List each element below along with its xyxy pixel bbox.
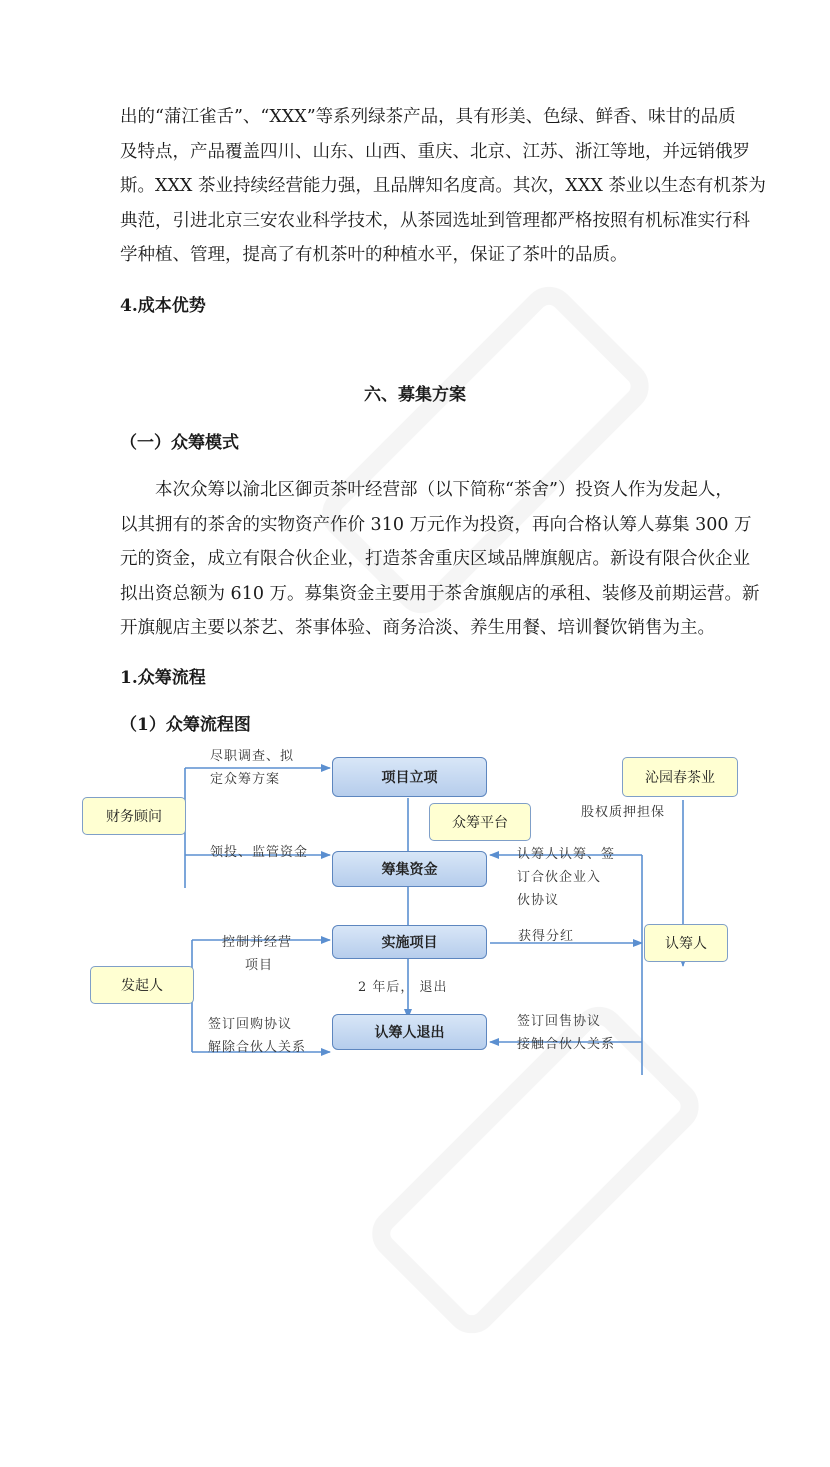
paragraph-line: 拟出资总额为 610 万。募集资金主要用于茶舍旗舰店的承租、装修及前期运营。新 [120, 583, 760, 604]
cost-advantage-heading: 4.成本优势 [120, 296, 206, 316]
section-title: 六、募集方案 [364, 385, 466, 405]
paragraph-line: 以其拥有的茶舍的实物资产作价 310 万元作为投资，再向合格认筹人募集 300 万 [120, 514, 752, 535]
crowdfunding-paragraph [120, 473, 760, 646]
flow-heading: 1.众筹流程 [120, 668, 206, 688]
paragraph-line: 典范，引进北京三安农业科学技术，从茶园选址到管理都严格按照有机标准实行科 [120, 210, 750, 231]
paragraph-line: 出的“蒲江雀舌”、“XXX”等系列绿茶产品，具有形美、色绿、鲜香、味甘的品质 [120, 107, 736, 127]
label-buyback: 签订回购协议 [208, 1017, 293, 1032]
subsection-title: （一）众筹模式 [120, 433, 239, 453]
label-after-two-years: 2 年后， 退出 [358, 980, 448, 995]
paragraph-line: 学种植、管理，提高了有机茶叶的种植水平，保证了茶叶的品质。 [120, 245, 628, 266]
raise-funds-box: 筹集资金 [332, 851, 487, 887]
crowdfunding-flowchart [60, 740, 800, 1080]
paragraph-line: 开旗舰店主要以茶艺、茶事体验、商务洽淡、养生用餐、培训餐饮销售为主。 [120, 618, 715, 639]
flowchart-heading: （1）众筹流程图 [120, 715, 251, 735]
label-due-diligence: 定众筹方案 [210, 772, 281, 787]
paragraph-line: 及特点，产品覆盖四川、山东、山西、重庆、北京、江苏、浙江等地，并远销俄罗 [120, 141, 750, 162]
label-lead-invest: 领投、监管资金 [210, 845, 309, 860]
initiator-box: 发起人 [90, 966, 194, 1004]
paragraph-line: 元的资金，成立有限合伙企业，打造茶舍重庆区域品牌旗舰店。新设有限合伙企业 [120, 549, 750, 570]
label-dividend: 获得分红 [518, 929, 575, 944]
implement-project-box: 实施项目 [332, 925, 487, 959]
label-equity-pledge: 股权质押担保 [581, 805, 666, 820]
label-resale: 接触合伙人关系 [517, 1037, 616, 1052]
project-setup-box: 项目立项 [332, 757, 487, 797]
crowdfunding-platform-box: 众筹平台 [429, 803, 531, 841]
subscriber-box: 认筹人 [644, 924, 728, 962]
finance-advisor-box: 财务顾问 [82, 797, 186, 835]
subscriber-exit-box: 认筹人退出 [332, 1014, 487, 1050]
label-buyback: 解除合伙人关系 [208, 1040, 307, 1055]
label-due-diligence: 尽职调查、拟 [210, 749, 295, 764]
label-subscribe: 伙协议 [517, 893, 560, 908]
label-control: 控制并经营 [222, 935, 293, 950]
label-control: 项目 [245, 958, 274, 973]
qinyuanchun-box: 沁园春茶业 [622, 757, 738, 797]
paragraph-line: 本次众筹以渝北区御贡茶叶经营部（以下简称“茶舍”）投资人作为发起人， [155, 480, 733, 500]
label-subscribe: 订合伙企业入 [517, 870, 602, 885]
intro-paragraph [120, 100, 766, 273]
paragraph-line: 斯。XXX 茶业持续经营能力强，且品牌知名度高。其次，XXX 茶业以生态有机茶为 [120, 176, 766, 197]
label-subscribe: 认筹人认筹、签 [517, 847, 616, 862]
label-resale: 签订回售协议 [517, 1014, 602, 1029]
